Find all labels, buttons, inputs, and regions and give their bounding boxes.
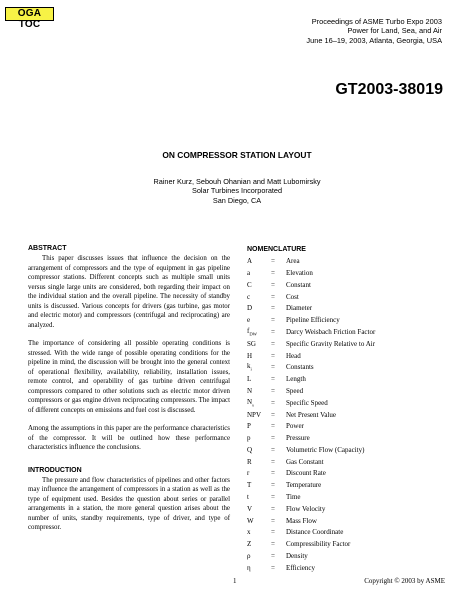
nomenclature-definition: Head: [286, 351, 301, 360]
symbol-base: L: [247, 375, 252, 384]
nomenclature-definition: Mass Flow: [286, 516, 317, 525]
nomenclature-symbol: [247, 458, 271, 468]
equals-sign: =: [271, 386, 275, 395]
nomenclature-row: [247, 303, 447, 315]
nomenclature-row: [247, 504, 447, 516]
copyright-notice: Copyright © 2003 by ASME: [364, 577, 445, 585]
equals-sign: =: [271, 457, 275, 466]
equals-sign: =: [271, 516, 275, 525]
symbol-base: η: [247, 563, 251, 572]
symbol-base: e: [247, 316, 251, 325]
nomenclature-definition: Constant: [286, 280, 311, 289]
symbol-base: N: [247, 397, 253, 406]
equals-sign: =: [271, 375, 275, 384]
symbol-base: P: [247, 422, 251, 431]
symbol-base: V: [247, 504, 253, 513]
nomenclature-definition: Flow Velocity: [286, 504, 326, 513]
nomenclature-symbol: [247, 469, 271, 479]
equals-sign: =: [271, 422, 275, 431]
nomenclature-row: [247, 362, 447, 374]
proceedings-line: Proceedings of ASME Turbo Expo 2003: [311, 17, 442, 26]
symbol-base: H: [247, 351, 253, 360]
symbol-base: k: [247, 362, 251, 371]
nomenclature-symbol: [247, 564, 271, 574]
nomenclature-row: [247, 268, 447, 280]
nomenclature-definition: Gas Constant: [286, 457, 324, 466]
equals-sign: =: [271, 327, 275, 336]
nomenclature-row: [247, 339, 447, 351]
nomenclature-symbol: [247, 304, 271, 314]
nomenclature-symbol: [247, 481, 271, 491]
nomenclature-row: [247, 327, 447, 339]
equals-sign: =: [271, 410, 275, 419]
nomenclature-row: [247, 398, 447, 410]
nomenclature-symbol: [247, 505, 271, 515]
symbol-base: c: [247, 292, 251, 301]
nomenclature-symbol: [247, 540, 271, 550]
nomenclature-symbol: [247, 362, 271, 374]
nomenclature-row: [247, 527, 447, 539]
nomenclature-row: [247, 516, 447, 528]
equals-sign: =: [271, 528, 275, 537]
equals-sign: =: [271, 434, 275, 443]
nomenclature-row: [247, 409, 447, 421]
nomenclature-symbol: [247, 493, 271, 503]
nomenclature-row: [247, 256, 447, 268]
nomenclature-definition: Pipeline Efficiency: [286, 316, 340, 325]
introduction-heading: INTRODUCTION: [28, 466, 82, 474]
nomenclature-row: [247, 350, 447, 362]
nomenclature-definition: Density: [286, 552, 308, 561]
symbol-base: SG: [247, 339, 256, 348]
equals-sign: =: [271, 257, 275, 266]
nomenclature-definition: Specific Speed: [286, 398, 328, 407]
equals-sign: =: [271, 268, 275, 277]
nomenclature-definition: Net Present Value: [286, 410, 337, 419]
equals-sign: =: [271, 540, 275, 549]
nomenclature-symbol: [247, 281, 271, 291]
nomenclature-row: [247, 457, 447, 469]
equals-sign: =: [271, 481, 275, 490]
equals-sign: =: [271, 552, 275, 561]
proceedings-line: Power for Land, Sea, and Air: [347, 26, 442, 36]
nomenclature-column: [247, 245, 447, 575]
symbol-subscript: s: [252, 401, 254, 407]
nomenclature-row: [247, 480, 447, 492]
nomenclature-row: [247, 445, 447, 457]
symbol-base: t: [247, 493, 249, 502]
equals-sign: =: [271, 504, 275, 513]
nomenclature-definition: Power: [286, 422, 304, 431]
author-affiliation: Solar Turbines Incorporated: [191, 186, 283, 196]
abstract-paragraph: Among the assumptions in this paper are the performance characteristics of the compressor. It will be outlined how these performance characteristics influence the conclusions.: [28, 425, 230, 451]
nomenclature-symbol: [247, 387, 271, 397]
nomenclature-row: [247, 374, 447, 386]
equals-sign: =: [271, 493, 275, 502]
nomenclature-row: [247, 291, 447, 303]
nomenclature-definition: Elevation: [286, 268, 313, 277]
nomenclature-symbol: [247, 327, 271, 339]
paper-title: ON COMPRESSOR STATION LAYOUT: [162, 150, 312, 160]
nomenclature-symbol: [247, 375, 271, 385]
symbol-base: D: [247, 304, 253, 313]
paper-number: GT2003-38019: [335, 81, 443, 98]
nomenclature-symbol: [247, 293, 271, 303]
nomenclature-symbol: [247, 446, 271, 456]
nomenclature-row: [247, 539, 447, 551]
equals-sign: =: [271, 339, 275, 348]
symbol-base: x: [247, 528, 251, 537]
nomenclature-definition: Area: [286, 257, 300, 266]
proceedings-info: [306, 17, 442, 45]
abstract-heading: ABSTRACT: [28, 245, 67, 252]
equals-sign: =: [271, 445, 275, 454]
nomenclature-definition: Darcy Weisbach Friction Factor: [286, 327, 376, 336]
equals-sign: =: [271, 304, 275, 313]
nomenclature-definition: Cost: [286, 292, 299, 301]
nomenclature-definition: Efficiency: [286, 563, 316, 572]
nomenclature-definition: Volumetric Flow (Capacity): [286, 445, 365, 454]
symbol-base: f: [247, 326, 250, 335]
nomenclature-symbol: [247, 434, 271, 444]
nomenclature-definition: Temperature: [286, 481, 322, 490]
nomenclature-definition: Discount Rate: [286, 469, 326, 478]
equals-sign: =: [271, 469, 275, 478]
introduction-paragraph: The pressure and flow characteristics of pipelines and other factors may influence the arrangement of compressors in a station as well as the type of equipment used. Besides the question about series or parallel arrangements in a station, the more general question arises about the number of units, standby requirements, type of driver, and type of compressor.: [28, 476, 230, 531]
symbol-base: R: [247, 457, 252, 466]
symbol-base: ρ: [247, 552, 251, 561]
symbol-base: r: [247, 469, 250, 478]
symbol-base: A: [247, 257, 253, 266]
nomenclature-row: [247, 315, 447, 327]
nomenclature-row: [247, 468, 447, 480]
symbol-base: Z: [247, 540, 252, 549]
nomenclature-row: [247, 492, 447, 504]
abstract-paragraph: This paper discusses issues that influence the decision on the arrangement of compressors and the type of equipment in gas pipeline compressor stations. Different concepts such as multiple small units versus single large units are considered, both regarding their impact on the individual station and the overall pipeline. The necessity of standby units is discussed. Various concepts for drivers (gas turbine, gas motor and electric motor) and compressors (centrifugal and reciprocating) are analyzed.: [28, 255, 230, 329]
nomenclature-symbol: [247, 552, 271, 562]
nomenclature-symbol: [247, 517, 271, 527]
nomenclature-symbol: [247, 422, 271, 432]
nomenclature-symbol: [247, 411, 271, 421]
equals-sign: =: [271, 351, 275, 360]
nomenclature-definition: Specific Gravity Relative to Air: [286, 339, 376, 348]
nomenclature-row: [247, 563, 447, 575]
equals-sign: =: [271, 280, 275, 289]
left-column: [28, 244, 230, 542]
symbol-base: p: [247, 434, 251, 443]
nomenclature-symbol: [247, 269, 271, 279]
symbol-subscript: i: [250, 366, 252, 372]
nomenclature-heading: NOMENCLATURE: [247, 246, 306, 253]
symbol-base: T: [247, 481, 252, 490]
nomenclature-definition: Distance Coordinate: [286, 528, 344, 537]
symbol-base: W: [247, 516, 254, 525]
nomenclature-row: [247, 433, 447, 445]
symbol-base: C: [247, 280, 252, 289]
nomenclature-symbol: [247, 340, 271, 350]
author-block: [0, 177, 474, 205]
nomenclature-definition: Pressure: [286, 434, 310, 443]
nomenclature-row: [247, 386, 447, 398]
nomenclature-symbol: [247, 398, 271, 410]
abstract-paragraph: The importance of considering all possible operating conditions is stressed. With the wide range of possible operating conditions for the pipeline in mind, the discussion will be brought into the general context of operational flexibility, availability, reliability, installation issues, remote control, and operability of gas turbine driven centrifugal compressors compared to other solutions such as electric motor driven compressors or gas engine driven reciprocating compressors. The impact of different concepts on emissions and fuel cost is discussed.: [28, 340, 230, 414]
nomenclature-definition: Speed: [286, 386, 304, 395]
equals-sign: =: [271, 398, 275, 407]
proceedings-line: June 16–19, 2003, Atlanta, Georgia, USA: [306, 35, 442, 45]
nomenclature-symbol: [247, 257, 271, 267]
nomenclature-definition: Compressibility Factor: [286, 540, 351, 549]
nomenclature-row: [247, 551, 447, 563]
nomenclature-row: [247, 280, 447, 292]
nomenclature-definition: Time: [286, 493, 301, 502]
nomenclature-definition: Diameter: [286, 304, 313, 313]
author-names: Rainer Kurz, Sebouh Ohanian and Matt Lubomirsky: [153, 177, 321, 186]
symbol-base: NPV: [247, 410, 262, 419]
equals-sign: =: [271, 292, 275, 301]
nomenclature-symbol: [247, 352, 271, 362]
symbol-base: N: [247, 386, 253, 395]
oga-toc-badge[interactable]: OGA TOC: [5, 7, 54, 21]
page-number: 1: [233, 577, 237, 585]
nomenclature-symbol: [247, 316, 271, 326]
nomenclature-list: [247, 256, 447, 575]
equals-sign: =: [271, 363, 275, 372]
author-location: San Diego, CA: [212, 195, 262, 205]
symbol-subscript: DW: [249, 331, 257, 337]
equals-sign: =: [271, 316, 275, 325]
symbol-base: Q: [247, 445, 253, 454]
nomenclature-symbol: [247, 528, 271, 538]
nomenclature-definition: Length: [286, 375, 306, 384]
equals-sign: =: [271, 563, 275, 572]
nomenclature-definition: Constants: [286, 363, 314, 372]
symbol-base: a: [247, 268, 251, 277]
nomenclature-row: [247, 421, 447, 433]
